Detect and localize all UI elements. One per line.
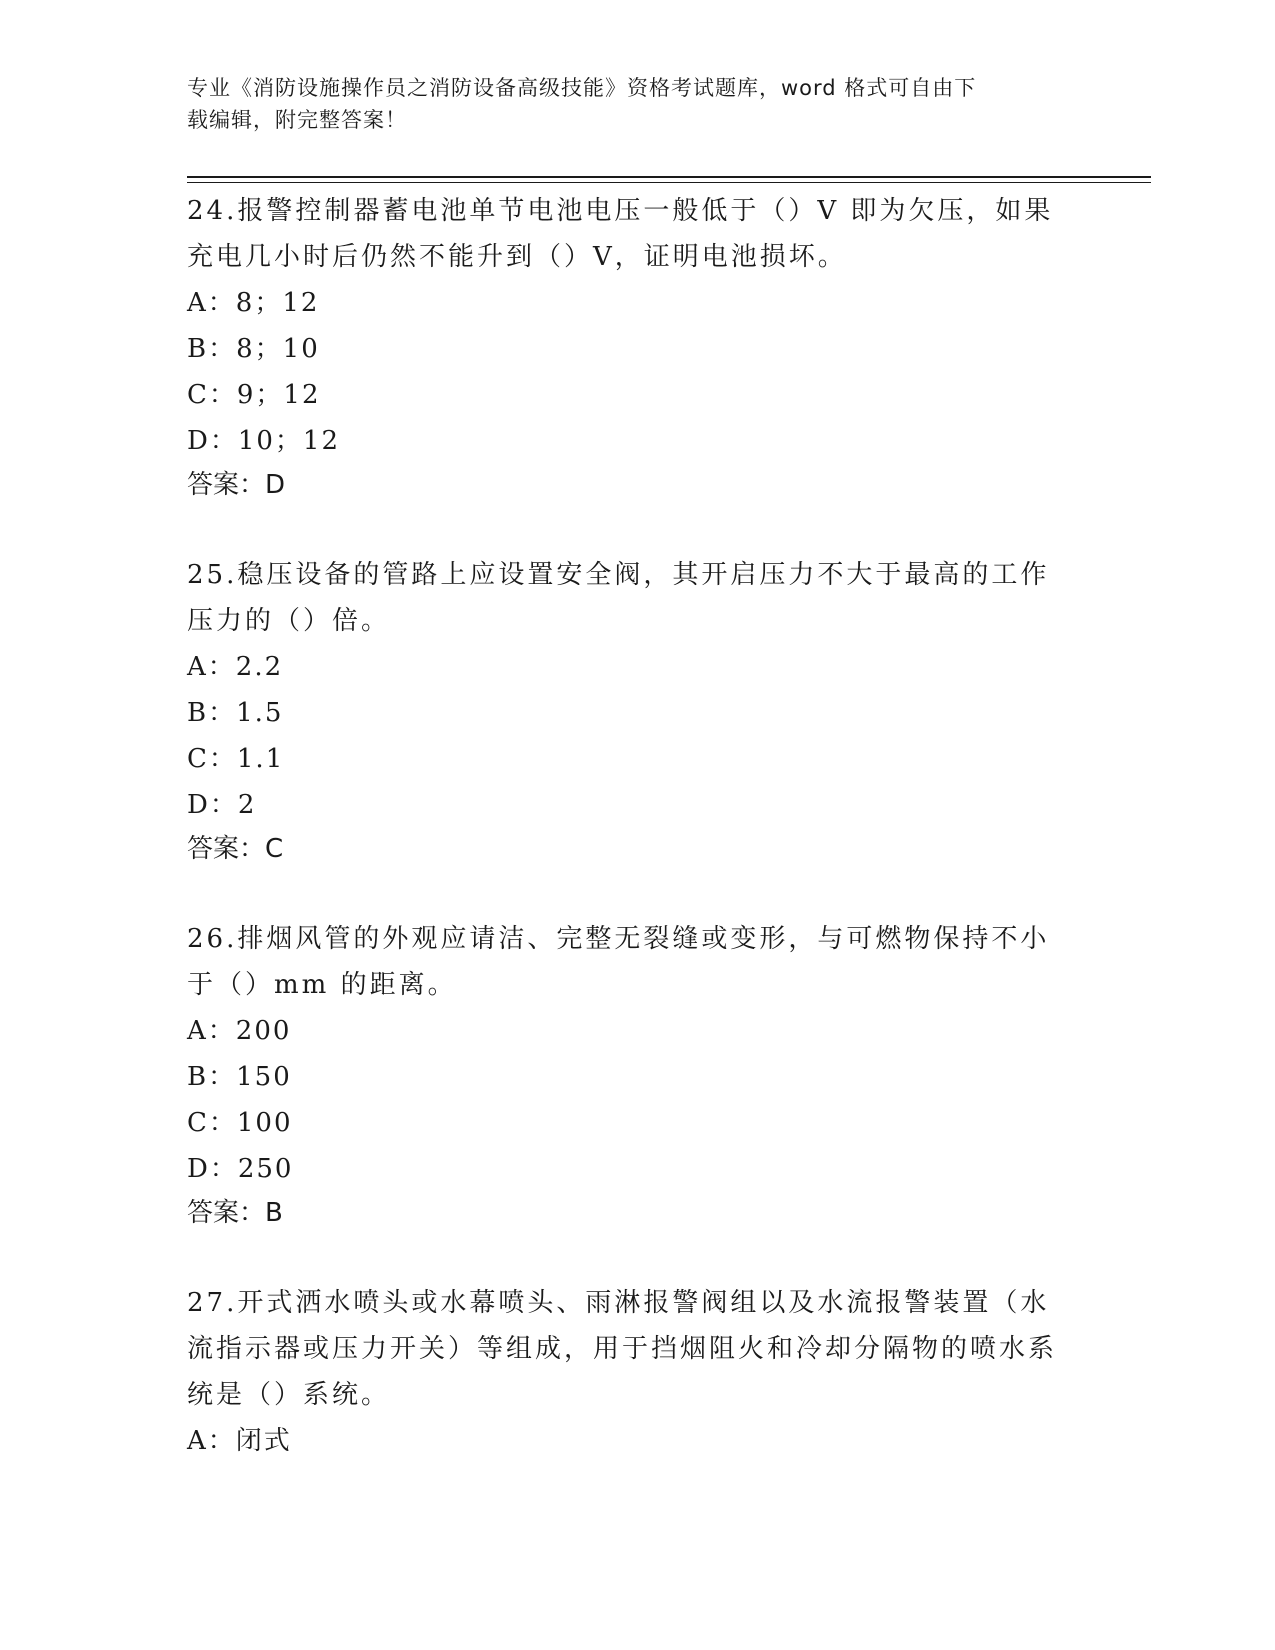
option-b: B：150	[187, 1062, 292, 1092]
question-25	[187, 552, 1077, 870]
document-header	[187, 72, 1067, 136]
question-stem: 24.报警控制器蓄电池单节电池电压一般低于（）V 即为欠压，如果充电几小时后仍然不能升到（）V，证明电池损坏。	[187, 196, 1054, 272]
header-divider-thin	[187, 182, 1151, 183]
option-c: C：9；12	[187, 380, 321, 410]
option-a: A：2.2	[187, 652, 284, 682]
option-c: C：100	[187, 1108, 293, 1138]
option-a: A：8；12	[187, 288, 320, 318]
answer-line: 答案：B	[187, 1198, 283, 1228]
option-a: A：200	[187, 1016, 292, 1046]
option-b: B：1.5	[187, 698, 284, 728]
question-stem: 26.排烟风管的外观应请洁、完整无裂缝或变形，与可燃物保持不小于（）mm 的距离。	[187, 924, 1050, 1000]
question-24	[187, 188, 1077, 506]
option-b: B：8；10	[187, 334, 320, 364]
question-26	[187, 916, 1077, 1234]
answer-line: 答案：C	[187, 834, 284, 864]
header-line-1: 专业《消防设施操作员之消防设备高级技能》资格考试题库，word 格式可自由下	[187, 76, 977, 100]
option-a: A：闭式	[187, 1426, 292, 1456]
option-d: D：10；12	[187, 426, 341, 456]
question-stem: 25.稳压设备的管路上应设置安全阀，其开启压力不大于最高的工作压力的（）倍。	[187, 560, 1050, 636]
option-d: D：2	[187, 790, 257, 820]
option-d: D：250	[187, 1154, 294, 1184]
question-stem: 27.开式洒水喷头或水幕喷头、雨淋报警阀组以及水流报警装置（水流指示器或压力开关）等组成，用于挡烟阻火和冷却分隔物的喷水系统是（）系统。	[187, 1288, 1058, 1410]
header-line-2: 载编辑，附完整答案！	[187, 108, 407, 132]
answer-line: 答案：D	[187, 470, 286, 500]
question-list	[187, 188, 1077, 1510]
header-divider-thick	[187, 176, 1151, 178]
option-c: C：1.1	[187, 744, 285, 774]
question-27	[187, 1280, 1077, 1464]
